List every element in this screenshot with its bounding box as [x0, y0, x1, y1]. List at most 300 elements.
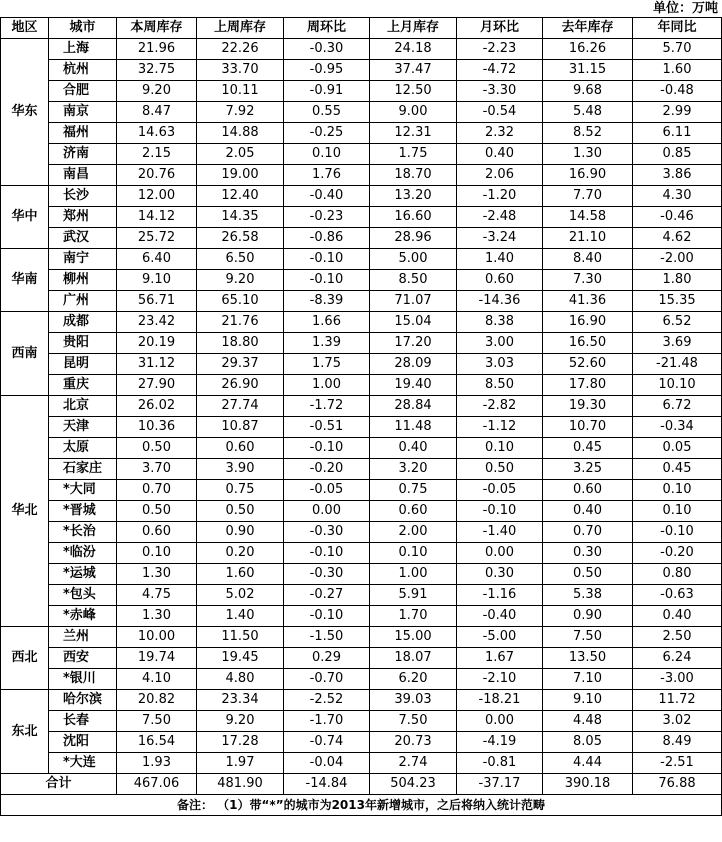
value-cell: 21.96	[117, 39, 197, 60]
value-cell: 3.03	[457, 354, 543, 375]
value-cell: 16.90	[543, 312, 633, 333]
value-cell: -0.10	[633, 522, 722, 543]
value-cell: 13.50	[543, 648, 633, 669]
value-cell: 6.20	[370, 669, 457, 690]
city-cell: *包头	[49, 585, 117, 606]
table-row	[1, 522, 722, 543]
value-cell: 0.10	[633, 501, 722, 522]
header-row	[1, 18, 722, 39]
table-row	[1, 375, 722, 396]
value-cell: -4.72	[457, 60, 543, 81]
city-cell: 上海	[49, 39, 117, 60]
value-cell: 0.00	[457, 711, 543, 732]
table-row	[1, 249, 722, 270]
value-cell: 4.10	[117, 669, 197, 690]
table-row	[1, 606, 722, 627]
table-row	[1, 123, 722, 144]
city-cell: 昆明	[49, 354, 117, 375]
value-cell: 14.35	[197, 207, 284, 228]
value-cell: 0.50	[197, 501, 284, 522]
value-cell: 10.87	[197, 417, 284, 438]
value-cell: -0.30	[284, 564, 370, 585]
value-cell: 24.18	[370, 39, 457, 60]
table-row	[1, 690, 722, 711]
value-cell: 0.55	[284, 102, 370, 123]
value-cell: -0.10	[457, 501, 543, 522]
table-row	[1, 396, 722, 417]
value-cell: 14.63	[117, 123, 197, 144]
value-cell: 0.50	[117, 438, 197, 459]
city-cell: 重庆	[49, 375, 117, 396]
value-cell: -0.46	[633, 207, 722, 228]
note-row	[1, 795, 722, 816]
value-cell: 3.20	[370, 459, 457, 480]
value-cell: -0.30	[284, 39, 370, 60]
table-row	[1, 333, 722, 354]
value-cell: 6.24	[633, 648, 722, 669]
value-cell: 1.39	[284, 333, 370, 354]
table-body	[1, 39, 722, 816]
value-cell: 2.15	[117, 144, 197, 165]
value-cell: 19.45	[197, 648, 284, 669]
value-cell: -2.48	[457, 207, 543, 228]
value-cell: -0.05	[284, 480, 370, 501]
value-cell: 4.48	[543, 711, 633, 732]
value-cell: 5.70	[633, 39, 722, 60]
total-value-cell: 481.90	[197, 774, 284, 795]
value-cell: -0.91	[284, 81, 370, 102]
value-cell: 4.80	[197, 669, 284, 690]
value-cell: 9.20	[117, 81, 197, 102]
value-cell: 71.07	[370, 291, 457, 312]
value-cell: 8.52	[543, 123, 633, 144]
value-cell: -2.00	[633, 249, 722, 270]
value-cell: 10.70	[543, 417, 633, 438]
value-cell: 9.20	[197, 711, 284, 732]
table-row	[1, 102, 722, 123]
value-cell: 1.00	[284, 375, 370, 396]
value-cell: -1.20	[457, 186, 543, 207]
header-week-change: 周环比	[284, 18, 370, 39]
value-cell: -0.10	[284, 249, 370, 270]
table-row	[1, 732, 722, 753]
value-cell: 0.10	[633, 480, 722, 501]
city-cell: 长沙	[49, 186, 117, 207]
value-cell: -0.10	[284, 438, 370, 459]
value-cell: 20.76	[117, 165, 197, 186]
value-cell: 7.50	[370, 711, 457, 732]
region-cell: 华东	[1, 39, 49, 186]
value-cell: 5.00	[370, 249, 457, 270]
city-cell: 南昌	[49, 165, 117, 186]
value-cell: 12.31	[370, 123, 457, 144]
value-cell: 11.48	[370, 417, 457, 438]
value-cell: -21.48	[633, 354, 722, 375]
value-cell: -0.70	[284, 669, 370, 690]
value-cell: 0.50	[117, 501, 197, 522]
header-region: 地区	[1, 18, 49, 39]
value-cell: 0.75	[197, 480, 284, 501]
city-cell: *临汾	[49, 543, 117, 564]
value-cell: -0.81	[457, 753, 543, 774]
table-row	[1, 291, 722, 312]
city-cell: 北京	[49, 396, 117, 417]
value-cell: 14.12	[117, 207, 197, 228]
table-row	[1, 228, 722, 249]
value-cell: 6.11	[633, 123, 722, 144]
value-cell: -2.23	[457, 39, 543, 60]
value-cell: 31.15	[543, 60, 633, 81]
total-label: 合计	[1, 774, 117, 795]
value-cell: 16.90	[543, 165, 633, 186]
header-city: 城市	[49, 18, 117, 39]
value-cell: 1.60	[633, 60, 722, 81]
value-cell: 0.05	[633, 438, 722, 459]
value-cell: 3.70	[117, 459, 197, 480]
table-row	[1, 270, 722, 291]
table-row	[1, 711, 722, 732]
value-cell: 31.12	[117, 354, 197, 375]
city-cell: 贵阳	[49, 333, 117, 354]
value-cell: 1.30	[117, 564, 197, 585]
value-cell: 0.00	[457, 543, 543, 564]
value-cell: 1.30	[117, 606, 197, 627]
value-cell: 0.29	[284, 648, 370, 669]
value-cell: -0.10	[284, 270, 370, 291]
value-cell: 0.90	[197, 522, 284, 543]
note-text: 备注： （1）带“*”的城市为2013年新增城市，之后将纳入统计范畴	[1, 795, 722, 816]
value-cell: 5.91	[370, 585, 457, 606]
city-cell: 广州	[49, 291, 117, 312]
value-cell: 21.10	[543, 228, 633, 249]
value-cell: -1.70	[284, 711, 370, 732]
value-cell: -0.10	[284, 606, 370, 627]
value-cell: 19.74	[117, 648, 197, 669]
value-cell: 25.72	[117, 228, 197, 249]
value-cell: 0.40	[543, 501, 633, 522]
value-cell: 1.30	[543, 144, 633, 165]
value-cell: -0.04	[284, 753, 370, 774]
value-cell: 0.45	[543, 438, 633, 459]
region-cell: 西北	[1, 627, 49, 690]
value-cell: 2.32	[457, 123, 543, 144]
table-row	[1, 627, 722, 648]
table-row	[1, 354, 722, 375]
city-cell: 成都	[49, 312, 117, 333]
value-cell: 2.06	[457, 165, 543, 186]
value-cell: 12.40	[197, 186, 284, 207]
value-cell: 8.05	[543, 732, 633, 753]
value-cell: 16.50	[543, 333, 633, 354]
value-cell: 7.92	[197, 102, 284, 123]
value-cell: 6.52	[633, 312, 722, 333]
value-cell: -0.27	[284, 585, 370, 606]
value-cell: 33.70	[197, 60, 284, 81]
value-cell: -2.10	[457, 669, 543, 690]
city-cell: *运城	[49, 564, 117, 585]
table-row	[1, 60, 722, 81]
value-cell: -1.72	[284, 396, 370, 417]
table-row	[1, 312, 722, 333]
value-cell: -0.10	[284, 543, 370, 564]
city-cell: 南宁	[49, 249, 117, 270]
value-cell: 19.00	[197, 165, 284, 186]
value-cell: 0.80	[633, 564, 722, 585]
value-cell: 2.50	[633, 627, 722, 648]
value-cell: 17.80	[543, 375, 633, 396]
value-cell: 13.20	[370, 186, 457, 207]
value-cell: 0.30	[457, 564, 543, 585]
value-cell: 39.03	[370, 690, 457, 711]
value-cell: -5.00	[457, 627, 543, 648]
value-cell: -0.95	[284, 60, 370, 81]
value-cell: 20.82	[117, 690, 197, 711]
value-cell: -0.48	[633, 81, 722, 102]
table-row	[1, 564, 722, 585]
city-cell: 沈阳	[49, 732, 117, 753]
value-cell: 7.70	[543, 186, 633, 207]
city-cell: 长春	[49, 711, 117, 732]
value-cell: 3.86	[633, 165, 722, 186]
value-cell: 28.84	[370, 396, 457, 417]
value-cell: -0.74	[284, 732, 370, 753]
region-cell: 华北	[1, 396, 49, 627]
value-cell: 1.93	[117, 753, 197, 774]
inventory-table	[0, 17, 722, 816]
city-cell: 武汉	[49, 228, 117, 249]
value-cell: -1.40	[457, 522, 543, 543]
value-cell: 26.90	[197, 375, 284, 396]
value-cell: -14.36	[457, 291, 543, 312]
city-cell: 柳州	[49, 270, 117, 291]
value-cell: 11.50	[197, 627, 284, 648]
city-cell: 合肥	[49, 81, 117, 102]
value-cell: 28.09	[370, 354, 457, 375]
total-value-cell: -14.84	[284, 774, 370, 795]
value-cell: 0.40	[633, 606, 722, 627]
value-cell: -0.20	[284, 459, 370, 480]
value-cell: 2.99	[633, 102, 722, 123]
value-cell: 1.75	[370, 144, 457, 165]
table-row	[1, 438, 722, 459]
value-cell: 18.80	[197, 333, 284, 354]
table-row	[1, 648, 722, 669]
value-cell: 37.47	[370, 60, 457, 81]
value-cell: -1.16	[457, 585, 543, 606]
region-cell: 东北	[1, 690, 49, 774]
value-cell: 1.40	[197, 606, 284, 627]
value-cell: 9.00	[370, 102, 457, 123]
value-cell: 8.49	[633, 732, 722, 753]
value-cell: 7.50	[117, 711, 197, 732]
value-cell: 9.20	[197, 270, 284, 291]
city-cell: 福州	[49, 123, 117, 144]
value-cell: 5.02	[197, 585, 284, 606]
value-cell: 0.90	[543, 606, 633, 627]
city-cell: *长治	[49, 522, 117, 543]
value-cell: 0.85	[633, 144, 722, 165]
total-value-cell: 504.23	[370, 774, 457, 795]
table-row	[1, 417, 722, 438]
value-cell: 14.58	[543, 207, 633, 228]
city-cell: *银川	[49, 669, 117, 690]
value-cell: -0.05	[457, 480, 543, 501]
city-cell: 天津	[49, 417, 117, 438]
value-cell: 0.60	[117, 522, 197, 543]
table-row	[1, 585, 722, 606]
table-row	[1, 165, 722, 186]
value-cell: 14.88	[197, 123, 284, 144]
value-cell: 21.76	[197, 312, 284, 333]
value-cell: 12.50	[370, 81, 457, 102]
value-cell: 26.02	[117, 396, 197, 417]
value-cell: 0.75	[370, 480, 457, 501]
value-cell: 1.80	[633, 270, 722, 291]
value-cell: 23.42	[117, 312, 197, 333]
city-cell: 郑州	[49, 207, 117, 228]
value-cell: -1.50	[284, 627, 370, 648]
value-cell: 8.50	[457, 375, 543, 396]
value-cell: 20.19	[117, 333, 197, 354]
table-row	[1, 669, 722, 690]
value-cell: 18.07	[370, 648, 457, 669]
value-cell: 22.26	[197, 39, 284, 60]
table-row	[1, 480, 722, 501]
value-cell: 2.05	[197, 144, 284, 165]
value-cell: -0.34	[633, 417, 722, 438]
value-cell: 0.20	[197, 543, 284, 564]
value-cell: -0.23	[284, 207, 370, 228]
value-cell: 1.75	[284, 354, 370, 375]
total-row	[1, 774, 722, 795]
header-last-month: 上月库存	[370, 18, 457, 39]
unit-label: 单位：万吨	[652, 1, 718, 16]
value-cell: 8.47	[117, 102, 197, 123]
city-cell: 太原	[49, 438, 117, 459]
value-cell: 8.50	[370, 270, 457, 291]
value-cell: 0.10	[457, 438, 543, 459]
total-value-cell: -37.17	[457, 774, 543, 795]
value-cell: 9.10	[543, 690, 633, 711]
value-cell: 1.97	[197, 753, 284, 774]
region-cell: 华中	[1, 186, 49, 249]
table-row	[1, 753, 722, 774]
city-cell: *赤峰	[49, 606, 117, 627]
value-cell: 0.10	[117, 543, 197, 564]
value-cell: 1.67	[457, 648, 543, 669]
value-cell: 1.76	[284, 165, 370, 186]
value-cell: 9.10	[117, 270, 197, 291]
value-cell: 19.40	[370, 375, 457, 396]
value-cell: -18.21	[457, 690, 543, 711]
table-row	[1, 501, 722, 522]
value-cell: -0.25	[284, 123, 370, 144]
value-cell: 17.28	[197, 732, 284, 753]
value-cell: -8.39	[284, 291, 370, 312]
value-cell: 10.11	[197, 81, 284, 102]
value-cell: 0.10	[284, 144, 370, 165]
value-cell: 0.10	[370, 543, 457, 564]
value-cell: 7.10	[543, 669, 633, 690]
value-cell: 0.70	[543, 522, 633, 543]
table-row	[1, 207, 722, 228]
value-cell: 0.60	[197, 438, 284, 459]
table-row	[1, 81, 722, 102]
table-row	[1, 459, 722, 480]
total-value-cell: 467.06	[117, 774, 197, 795]
value-cell: 2.74	[370, 753, 457, 774]
value-cell: 27.74	[197, 396, 284, 417]
city-cell: 济南	[49, 144, 117, 165]
value-cell: 3.69	[633, 333, 722, 354]
value-cell: 0.50	[457, 459, 543, 480]
value-cell: 17.20	[370, 333, 457, 354]
value-cell: 4.75	[117, 585, 197, 606]
value-cell: 19.30	[543, 396, 633, 417]
region-cell: 华南	[1, 249, 49, 312]
value-cell: -0.30	[284, 522, 370, 543]
value-cell: 16.60	[370, 207, 457, 228]
value-cell: -3.30	[457, 81, 543, 102]
value-cell: 18.70	[370, 165, 457, 186]
value-cell: 20.73	[370, 732, 457, 753]
value-cell: 10.00	[117, 627, 197, 648]
value-cell: 15.35	[633, 291, 722, 312]
value-cell: 6.72	[633, 396, 722, 417]
value-cell: 8.40	[543, 249, 633, 270]
city-cell: 石家庄	[49, 459, 117, 480]
value-cell: 0.50	[543, 564, 633, 585]
value-cell: 0.00	[284, 501, 370, 522]
value-cell: 9.68	[543, 81, 633, 102]
value-cell: 7.30	[543, 270, 633, 291]
value-cell: -1.12	[457, 417, 543, 438]
region-cell: 西南	[1, 312, 49, 396]
value-cell: 7.50	[543, 627, 633, 648]
value-cell: 0.60	[370, 501, 457, 522]
value-cell: 26.58	[197, 228, 284, 249]
table-row	[1, 543, 722, 564]
value-cell: 29.37	[197, 354, 284, 375]
value-cell: 3.90	[197, 459, 284, 480]
value-cell: 65.10	[197, 291, 284, 312]
value-cell: 3.25	[543, 459, 633, 480]
city-cell: 兰州	[49, 627, 117, 648]
value-cell: 28.96	[370, 228, 457, 249]
value-cell: 1.00	[370, 564, 457, 585]
value-cell: 15.04	[370, 312, 457, 333]
value-cell: 32.75	[117, 60, 197, 81]
header-last-week: 上周库存	[197, 18, 284, 39]
value-cell: 0.40	[370, 438, 457, 459]
table-row	[1, 39, 722, 60]
city-cell: 杭州	[49, 60, 117, 81]
value-cell: 1.70	[370, 606, 457, 627]
value-cell: 0.60	[457, 270, 543, 291]
value-cell: -0.54	[457, 102, 543, 123]
value-cell: 6.50	[197, 249, 284, 270]
value-cell: -2.52	[284, 690, 370, 711]
value-cell: -2.51	[633, 753, 722, 774]
city-cell: 哈尔滨	[49, 690, 117, 711]
value-cell: 1.66	[284, 312, 370, 333]
city-cell: 南京	[49, 102, 117, 123]
total-value-cell: 390.18	[543, 774, 633, 795]
value-cell: -0.63	[633, 585, 722, 606]
value-cell: 5.38	[543, 585, 633, 606]
value-cell: 52.60	[543, 354, 633, 375]
value-cell: 10.10	[633, 375, 722, 396]
